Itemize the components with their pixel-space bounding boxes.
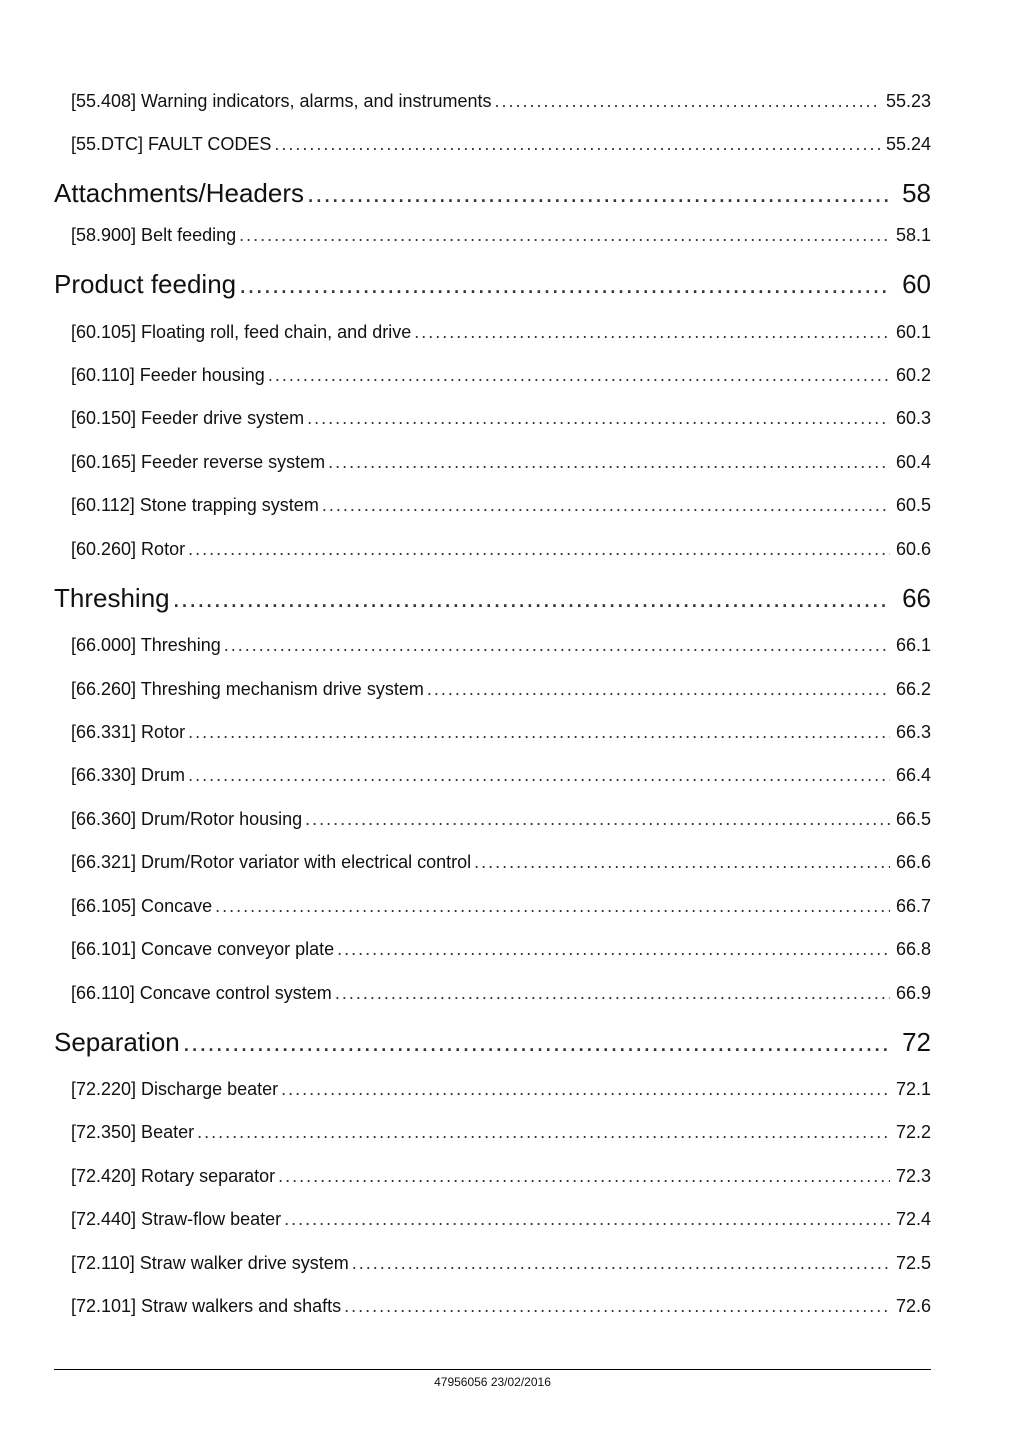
toc-section-page: 66 <box>902 583 931 613</box>
toc-entry-label: [66.110] Concave control system <box>71 983 332 1003</box>
toc-section-label: Threshing <box>54 583 170 613</box>
dot-leader <box>281 1076 890 1102</box>
dot-leader <box>307 405 890 431</box>
toc-entry-label: [66.105] Concave <box>71 896 213 916</box>
toc-entry-page: 60.2 <box>895 365 931 385</box>
dot-leader <box>337 936 890 962</box>
toc-entry-label: [58.900] Belt feeding <box>71 225 237 245</box>
toc-entry-page: 58.1 <box>895 225 931 245</box>
toc-entry-label: [72.350] Beater <box>71 1122 195 1142</box>
dot-leader <box>197 1119 890 1145</box>
dot-leader <box>173 580 890 616</box>
toc-entry-page: 60.3 <box>895 408 931 428</box>
toc-entry[interactable] <box>71 806 931 832</box>
toc-entry-label: [66.260] Threshing mechanism drive system <box>71 679 424 699</box>
toc-entry[interactable] <box>71 1293 931 1319</box>
toc-entry[interactable] <box>71 849 931 875</box>
toc-entry-label: [60.150] Feeder drive system <box>71 408 305 428</box>
toc-entry-page: 60.5 <box>895 495 931 515</box>
toc-section-label: Product feeding <box>54 269 237 299</box>
toc-section-page: 60 <box>902 269 931 299</box>
toc-entry[interactable] <box>71 536 931 562</box>
toc-entry-page: 72.3 <box>895 1166 931 1186</box>
dot-leader <box>188 762 890 788</box>
toc-section-label: Separation <box>54 1027 180 1057</box>
dot-leader <box>239 266 890 302</box>
toc-entry-page: 66.8 <box>895 939 931 959</box>
toc-entry[interactable] <box>71 88 931 114</box>
toc-entry-page: 72.4 <box>895 1209 931 1229</box>
toc-entry-label: [72.440] Straw-flow beater <box>71 1209 282 1229</box>
toc-entry-label: [55.408] Warning indicators, alarms, and instruments <box>71 91 492 111</box>
toc-entry[interactable] <box>71 936 931 962</box>
dot-leader <box>305 806 890 832</box>
toc-entry-page: 60.1 <box>895 322 931 342</box>
toc-entry-page: 72.5 <box>895 1253 931 1273</box>
toc-entry-label: [60.110] Feeder housing <box>71 365 265 385</box>
toc-entry-label: [66.330] Drum <box>71 765 186 785</box>
toc-entry-label: [72.220] Discharge beater <box>71 1079 279 1099</box>
toc-entry[interactable] <box>71 449 931 475</box>
toc-section-page: 58 <box>902 178 931 208</box>
toc-entry[interactable] <box>71 1163 931 1189</box>
toc-entry[interactable] <box>71 893 931 919</box>
toc-entry-page: 72.1 <box>895 1079 931 1099</box>
toc-entry-label: [66.321] Drum/Rotor variator with electrical control <box>71 852 472 872</box>
toc-section[interactable] <box>54 1024 931 1060</box>
toc-entry-label: [66.331] Rotor <box>71 722 186 742</box>
toc-entry[interactable] <box>71 319 931 345</box>
dot-leader <box>427 676 890 702</box>
toc-entry-page: 66.5 <box>895 809 931 829</box>
toc-section[interactable] <box>54 266 931 302</box>
toc-entry-page: 66.4 <box>895 765 931 785</box>
dot-leader <box>474 849 890 875</box>
toc-entry-page: 55.24 <box>885 134 931 154</box>
dot-leader <box>414 319 890 345</box>
toc-entry-label: [66.360] Drum/Rotor housing <box>71 809 303 829</box>
toc-entry-label: [72.420] Rotary separator <box>71 1166 276 1186</box>
footer-document-id: 47956056 23/02/2016 <box>434 1375 551 1389</box>
dot-leader <box>335 980 890 1006</box>
toc-entry-page: 60.4 <box>895 452 931 472</box>
toc-entry-label: [60.165] Feeder reverse system <box>71 452 326 472</box>
toc-section-page: 72 <box>902 1027 931 1057</box>
toc-entry-page: 66.9 <box>895 983 931 1003</box>
toc-entry[interactable] <box>71 1250 931 1276</box>
dot-leader <box>274 131 880 157</box>
toc-entry-page: 72.6 <box>895 1296 931 1316</box>
toc-entry-label: [72.101] Straw walkers and shafts <box>71 1296 342 1316</box>
dot-leader <box>278 1163 890 1189</box>
dot-leader <box>284 1206 890 1232</box>
dot-leader <box>495 88 880 114</box>
toc-entry-page: 55.23 <box>885 91 931 111</box>
toc-section[interactable] <box>54 175 931 211</box>
footer-divider <box>54 1369 931 1370</box>
dot-leader <box>352 1250 890 1276</box>
toc-entry-page: 66.2 <box>895 679 931 699</box>
toc-entry-label: [72.110] Straw walker drive system <box>71 1253 349 1273</box>
toc-entry-page: 66.1 <box>895 635 931 655</box>
toc-section[interactable] <box>54 580 931 616</box>
dot-leader <box>188 719 890 745</box>
toc-entry-label: [55.DTC] FAULT CODES <box>71 134 272 154</box>
dot-leader <box>239 222 890 248</box>
toc-entry[interactable] <box>71 1119 931 1145</box>
toc-entry[interactable] <box>71 632 931 658</box>
dot-leader <box>183 1024 890 1060</box>
toc-entry-label: [60.105] Floating roll, feed chain, and drive <box>71 322 412 342</box>
toc-entry-page: 72.2 <box>895 1122 931 1142</box>
toc-entry[interactable] <box>71 362 931 388</box>
dot-leader <box>224 632 890 658</box>
dot-leader <box>344 1293 890 1319</box>
dot-leader <box>307 175 890 211</box>
toc-section-label: Attachments/Headers <box>54 178 305 208</box>
toc-entry-page: 66.7 <box>895 896 931 916</box>
toc-entry-label: [60.112] Stone trapping system <box>71 495 319 515</box>
toc-entry[interactable] <box>71 762 931 788</box>
toc-entry-label: [66.101] Concave conveyor plate <box>71 939 335 959</box>
toc-entry-page: 60.6 <box>895 539 931 559</box>
toc-entry[interactable] <box>71 676 931 702</box>
toc-entry[interactable] <box>71 131 931 157</box>
toc-entry[interactable] <box>71 1076 931 1102</box>
toc-entry[interactable] <box>71 1206 931 1232</box>
toc-entry-label: [66.000] Threshing <box>71 635 221 655</box>
dot-leader <box>322 492 890 518</box>
toc-entry-page: 66.6 <box>895 852 931 872</box>
toc-entry-label: [60.260] Rotor <box>71 539 186 559</box>
dot-leader <box>215 893 890 919</box>
dot-leader <box>268 362 890 388</box>
dot-leader <box>328 449 890 475</box>
toc-entry[interactable] <box>71 492 931 518</box>
toc-entry[interactable] <box>71 405 931 431</box>
toc-entry-page: 66.3 <box>895 722 931 742</box>
toc-entry[interactable] <box>71 222 931 248</box>
toc-entry[interactable] <box>71 980 931 1006</box>
toc-entry[interactable] <box>71 719 931 745</box>
dot-leader <box>188 536 890 562</box>
